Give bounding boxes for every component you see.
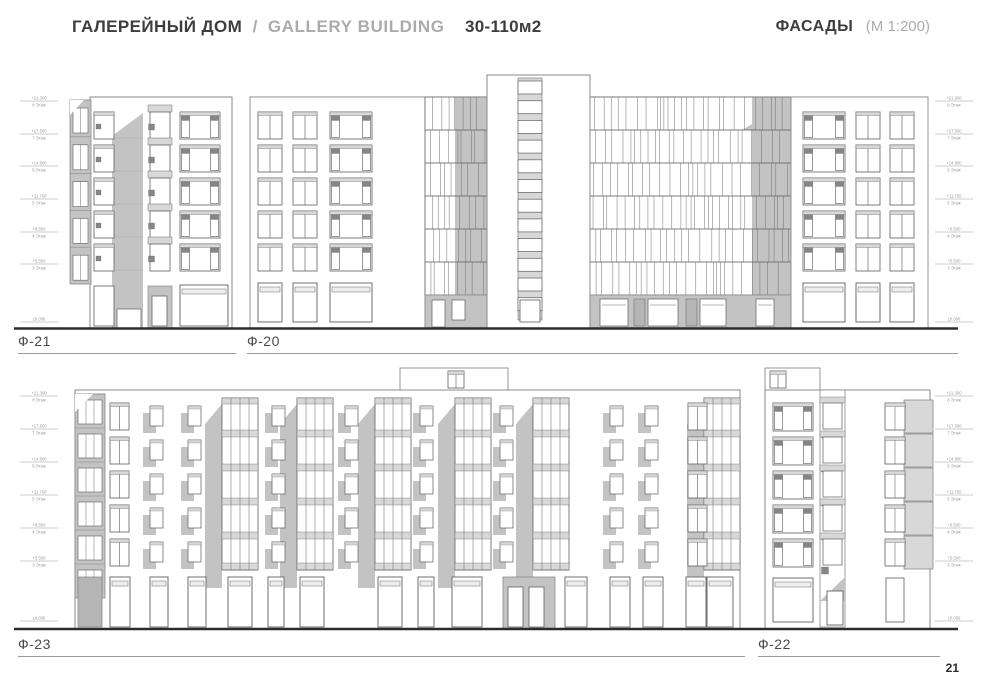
facade-label-f20: Ф-20 xyxy=(247,333,958,354)
svg-text:+17.500: +17.500 xyxy=(31,128,47,134)
facade-label-f21: Ф-21 xyxy=(18,333,236,354)
elevation-mark xyxy=(20,95,58,107)
elevation-mark xyxy=(20,128,58,140)
elevation-mark xyxy=(935,489,973,501)
svg-text:6 Этаж: 6 Этаж xyxy=(32,463,46,469)
facade-f21 xyxy=(70,97,232,328)
elevation-marks xyxy=(935,95,973,322)
sheet-header xyxy=(0,0,990,56)
elevation-mark xyxy=(935,226,973,238)
elevation-mark xyxy=(20,555,58,567)
svg-text:8 Этаж: 8 Этаж xyxy=(947,397,961,403)
project-title-en: GALLERY BUILDING xyxy=(267,17,445,36)
elevation-mark xyxy=(20,226,58,238)
svg-text:+21.300: +21.300 xyxy=(31,390,47,396)
facade-f20 xyxy=(250,75,928,328)
elevation-marks xyxy=(935,390,973,621)
svg-text:4 Этаж: 4 Этаж xyxy=(32,233,46,239)
elevation-mark xyxy=(935,423,973,435)
svg-text:+8.500: +8.500 xyxy=(32,226,46,232)
svg-text:3 Этаж: 3 Этаж xyxy=(947,265,961,271)
svg-text:3 Этаж: 3 Этаж xyxy=(32,562,46,568)
elevation-mark xyxy=(935,258,973,270)
elevation-mark xyxy=(935,193,973,205)
svg-text:+11.750: +11.750 xyxy=(946,193,962,199)
svg-text:+5.500: +5.500 xyxy=(947,258,961,264)
facades-row-bottom-drawing xyxy=(0,352,990,667)
facade-f22 xyxy=(765,368,933,629)
svg-text:5 Этаж: 5 Этаж xyxy=(32,496,46,502)
svg-text:+11.750: +11.750 xyxy=(31,193,47,199)
svg-text:+5.500: +5.500 xyxy=(32,555,46,561)
facade-f23 xyxy=(75,368,740,629)
svg-text:4 Этаж: 4 Этаж xyxy=(947,529,961,535)
svg-text:8 Этаж: 8 Этаж xyxy=(32,102,46,108)
svg-text:7 Этаж: 7 Этаж xyxy=(947,135,961,141)
svg-text:+14.800: +14.800 xyxy=(946,160,962,166)
svg-text:±0.000: ±0.000 xyxy=(32,316,46,322)
svg-text:+21.300: +21.300 xyxy=(946,390,962,396)
elevation-mark xyxy=(20,522,58,534)
svg-text:±0.000: ±0.000 xyxy=(947,316,961,322)
elevation-mark xyxy=(935,316,973,322)
elevation-mark xyxy=(20,258,58,270)
svg-text:+21.300: +21.300 xyxy=(31,95,47,101)
svg-text:+17.500: +17.500 xyxy=(946,128,962,134)
svg-text:8 Этаж: 8 Этаж xyxy=(32,397,46,403)
elevation-mark xyxy=(20,160,58,172)
sheet-scale: (М 1:200) xyxy=(865,18,930,35)
svg-text:+5.500: +5.500 xyxy=(947,555,961,561)
svg-text:+17.500: +17.500 xyxy=(946,423,962,429)
elevation-mark xyxy=(20,390,58,402)
svg-text:5 Этаж: 5 Этаж xyxy=(32,200,46,206)
elevation-mark xyxy=(935,128,973,140)
svg-text:4 Этаж: 4 Этаж xyxy=(947,233,961,239)
area-range: 30-110м2 xyxy=(465,17,542,36)
sheet-title-block xyxy=(776,18,930,36)
svg-text:3 Этаж: 3 Этаж xyxy=(32,265,46,271)
svg-text:7 Этаж: 7 Этаж xyxy=(947,430,961,436)
svg-text:±0.000: ±0.000 xyxy=(32,615,46,621)
elevation-mark xyxy=(935,555,973,567)
elevation-mark xyxy=(20,456,58,468)
svg-text:+17.500: +17.500 xyxy=(31,423,47,429)
elevation-mark xyxy=(20,316,58,322)
svg-text:+11.750: +11.750 xyxy=(31,489,47,495)
svg-text:+14.800: +14.800 xyxy=(946,456,962,462)
elevation-mark xyxy=(935,522,973,534)
elevation-mark xyxy=(20,193,58,205)
facade-label-f23: Ф-23 xyxy=(18,636,745,657)
elevation-mark xyxy=(935,615,973,621)
svg-text:+21.300: +21.300 xyxy=(946,95,962,101)
svg-text:+8.500: +8.500 xyxy=(32,522,46,528)
svg-text:+14.800: +14.800 xyxy=(31,160,47,166)
svg-text:6 Этаж: 6 Этаж xyxy=(947,167,961,173)
sheet-title: ФАСАДЫ xyxy=(775,18,854,35)
elevation-mark xyxy=(20,423,58,435)
svg-text:+5.500: +5.500 xyxy=(32,258,46,264)
svg-text:6 Этаж: 6 Этаж xyxy=(32,167,46,173)
svg-text:5 Этаж: 5 Этаж xyxy=(947,200,961,206)
svg-text:+14.800: +14.800 xyxy=(31,456,47,462)
project-title-ru: ГАЛЕРЕЙНЫЙ ДОМ xyxy=(72,17,243,36)
svg-text:+11.750: +11.750 xyxy=(946,489,962,495)
svg-text:7 Этаж: 7 Этаж xyxy=(32,135,46,141)
svg-text:3 Этаж: 3 Этаж xyxy=(947,562,961,568)
elevation-marks xyxy=(20,95,58,322)
project-title xyxy=(72,17,541,37)
svg-text:6 Этаж: 6 Этаж xyxy=(947,463,961,469)
elevation-mark xyxy=(20,489,58,501)
svg-text:+8.500: +8.500 xyxy=(947,226,961,232)
elevation-mark xyxy=(935,390,973,402)
page-number: 21 xyxy=(945,661,959,675)
facade-label-f22: Ф-22 xyxy=(758,636,940,657)
svg-text:5 Этаж: 5 Этаж xyxy=(947,496,961,502)
svg-text:4 Этаж: 4 Этаж xyxy=(32,529,46,535)
svg-text:8 Этаж: 8 Этаж xyxy=(947,102,961,108)
svg-text:+8.500: +8.500 xyxy=(947,522,961,528)
elevation-mark xyxy=(935,95,973,107)
title-separator: / xyxy=(252,17,258,36)
elevation-mark xyxy=(20,615,58,621)
facades-row-top-drawing xyxy=(0,60,990,360)
elevation-mark xyxy=(935,160,973,172)
svg-text:±0.000: ±0.000 xyxy=(947,615,961,621)
svg-text:7 Этаж: 7 Этаж xyxy=(32,430,46,436)
elevation-mark xyxy=(935,456,973,468)
elevation-marks xyxy=(20,390,58,621)
